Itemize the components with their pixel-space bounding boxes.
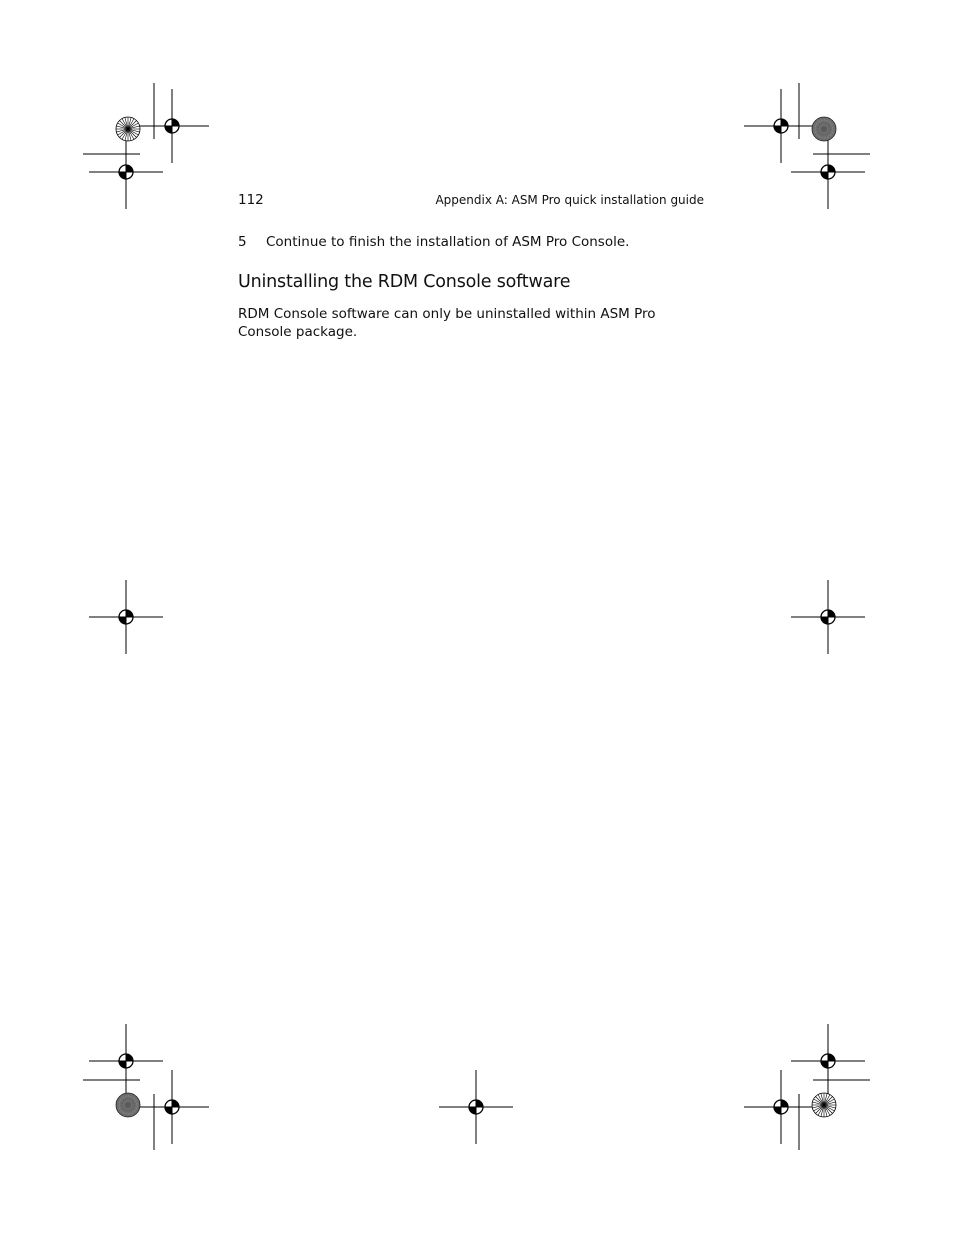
step-number: 5 [238,234,247,250]
step-text: Continue to finish the installation of ASM Pro Console. [266,234,630,250]
step-item [238,233,708,251]
section-heading: Uninstalling the RDM Console software [238,272,571,292]
body-paragraph: RDM Console software can only be uninstalled within ASM Pro Console package. [238,306,656,340]
running-header: Appendix A: ASM Pro quick installation guide [435,193,704,207]
page-number: 112 [238,192,264,208]
